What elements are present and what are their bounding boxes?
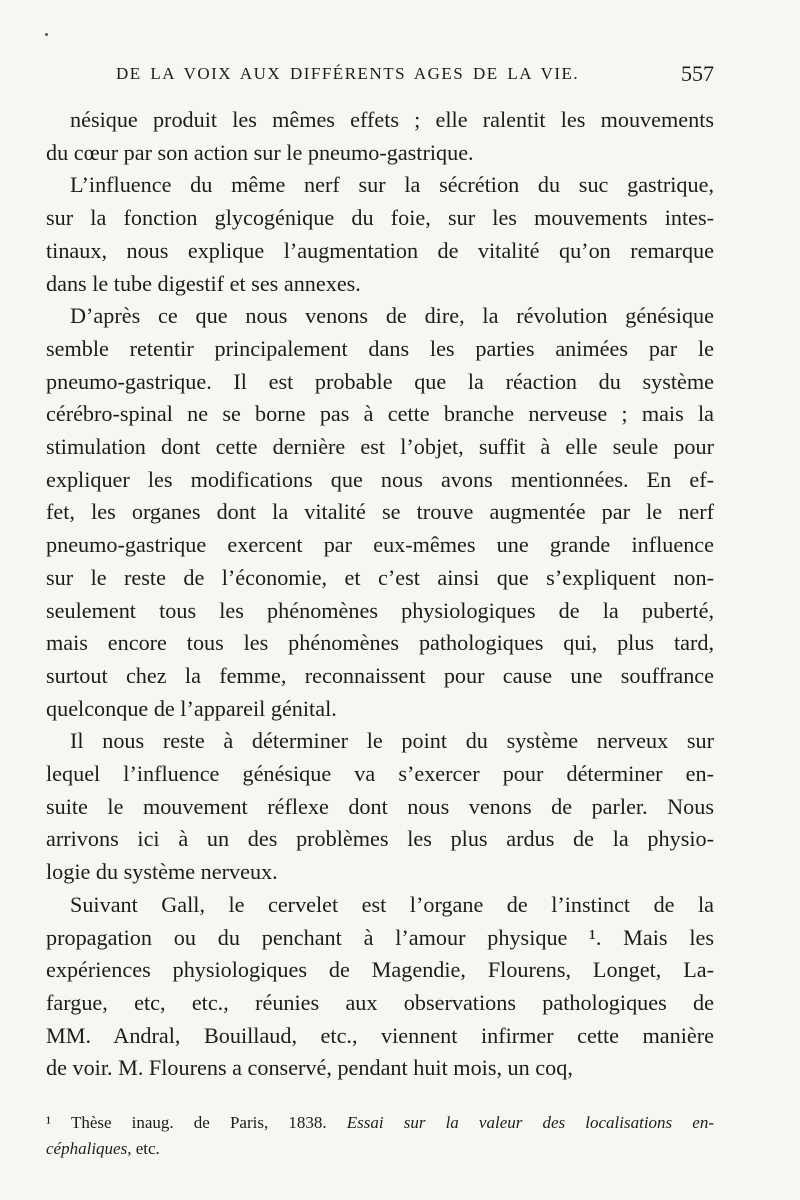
- text-line: L’influence du même nerf sur la sécrétion du suc gastrique,: [70, 172, 714, 198]
- text-line: stimulation dont cette dernière est l’objet, suffit à elle seule pour: [46, 434, 714, 460]
- footnote-text: , etc.: [127, 1139, 160, 1158]
- text-line: fet, les organes dont la vitalité se trouve augmentée par le nerf: [46, 499, 714, 525]
- paragraph: [46, 169, 714, 300]
- running-header: [46, 62, 714, 90]
- text-line: logie du système nerveux.: [46, 859, 278, 885]
- paragraph: [46, 300, 714, 725]
- text-line: mais encore tous les phénomènes pathologiques qui, plus tard,: [46, 630, 714, 656]
- running-title: DE LA VOIX AUX DIFFÉRENTS AGES DE LA VIE.: [116, 64, 580, 83]
- text-line: cérébro-spinal ne se borne pas à cette branche nerveuse ; mais la: [46, 401, 714, 427]
- text-line: nésique produit les mêmes effets ; elle ralentit les mouvements: [70, 107, 714, 132]
- print-speck: [45, 33, 48, 36]
- text-line: pneumo-gastrique. Il est probable que la réaction du système: [46, 368, 714, 394]
- text-line: lequel l’influence génésique va s’exercer pour déterminer en-: [46, 761, 714, 787]
- text-line: sur la fonction glycogénique du foie, sur les mouvements intes-: [46, 205, 714, 231]
- text-line: tinaux, nous explique l’augmentation de vitalité qu’on remarque: [46, 237, 714, 263]
- text-line: dans le tube digestif et ses annexes.: [46, 270, 361, 296]
- text-line: Il nous reste à déterminer le point du système nerveux sur: [70, 728, 714, 754]
- text-line: quelconque de l’appareil génital.: [46, 695, 337, 721]
- body-text: [46, 104, 714, 1085]
- footnote-line: [46, 1110, 714, 1136]
- paragraph: [46, 725, 714, 889]
- text-line: suite le mouvement réflexe dont nous venons de parler. Nous: [46, 793, 714, 819]
- text-line: surtout chez la femme, reconnaissent pour cause une souffrance: [46, 662, 714, 688]
- text-line: arrivons ici à un des problèmes les plus ardus de la physio-: [46, 826, 714, 852]
- footnote-text: Thèse inaug. de Paris, 1838.: [70, 1113, 327, 1132]
- page-number: 557: [681, 61, 714, 86]
- footnote-italic-title: Essai sur la valeur des localisations en-: [346, 1113, 715, 1132]
- footnote-marker: ¹: [46, 1113, 52, 1132]
- text-line: MM. Andral, Bouillaud, etc., viennent infirmer cette manière: [46, 1022, 714, 1048]
- footnote-line: [46, 1136, 714, 1162]
- text-line: Suivant Gall, le cervelet est l’organe de l’instinct de la: [70, 891, 714, 917]
- text-line: pneumo-gastrique exercent par eux-mêmes une grande influence: [46, 532, 714, 558]
- text-line: semble retentir principalement dans les parties animées par le: [46, 335, 714, 361]
- footnote: [46, 1110, 714, 1162]
- text-line: fargue, etc, etc., réunies aux observations pathologiques de: [46, 989, 714, 1015]
- paragraph: [46, 889, 714, 1085]
- text-line: de voir. M. Flourens a conservé, pendant huit mois, un coq,: [46, 1055, 573, 1081]
- text-line: seulement tous les phénomènes physiologiques de la puberté,: [46, 597, 714, 623]
- text-line: D’après ce que nous venons de dire, la révolution génésique: [70, 303, 714, 329]
- text-line: propagation ou du penchant à l’amour physique ¹. Mais les: [46, 924, 714, 950]
- footnote-italic-title: céphaliques: [46, 1139, 128, 1158]
- text-line: du cœur par son action sur le pneumo-gastrique.: [46, 139, 474, 165]
- paragraph: [46, 104, 714, 169]
- text-line: sur le reste de l’économie, et c’est ainsi que s’expliquent non-: [46, 564, 714, 590]
- text-line: expériences physiologiques de Magendie, Flourens, Longet, La-: [46, 957, 714, 983]
- text-line: expliquer les modifications que nous avons mentionnées. En ef-: [46, 466, 714, 492]
